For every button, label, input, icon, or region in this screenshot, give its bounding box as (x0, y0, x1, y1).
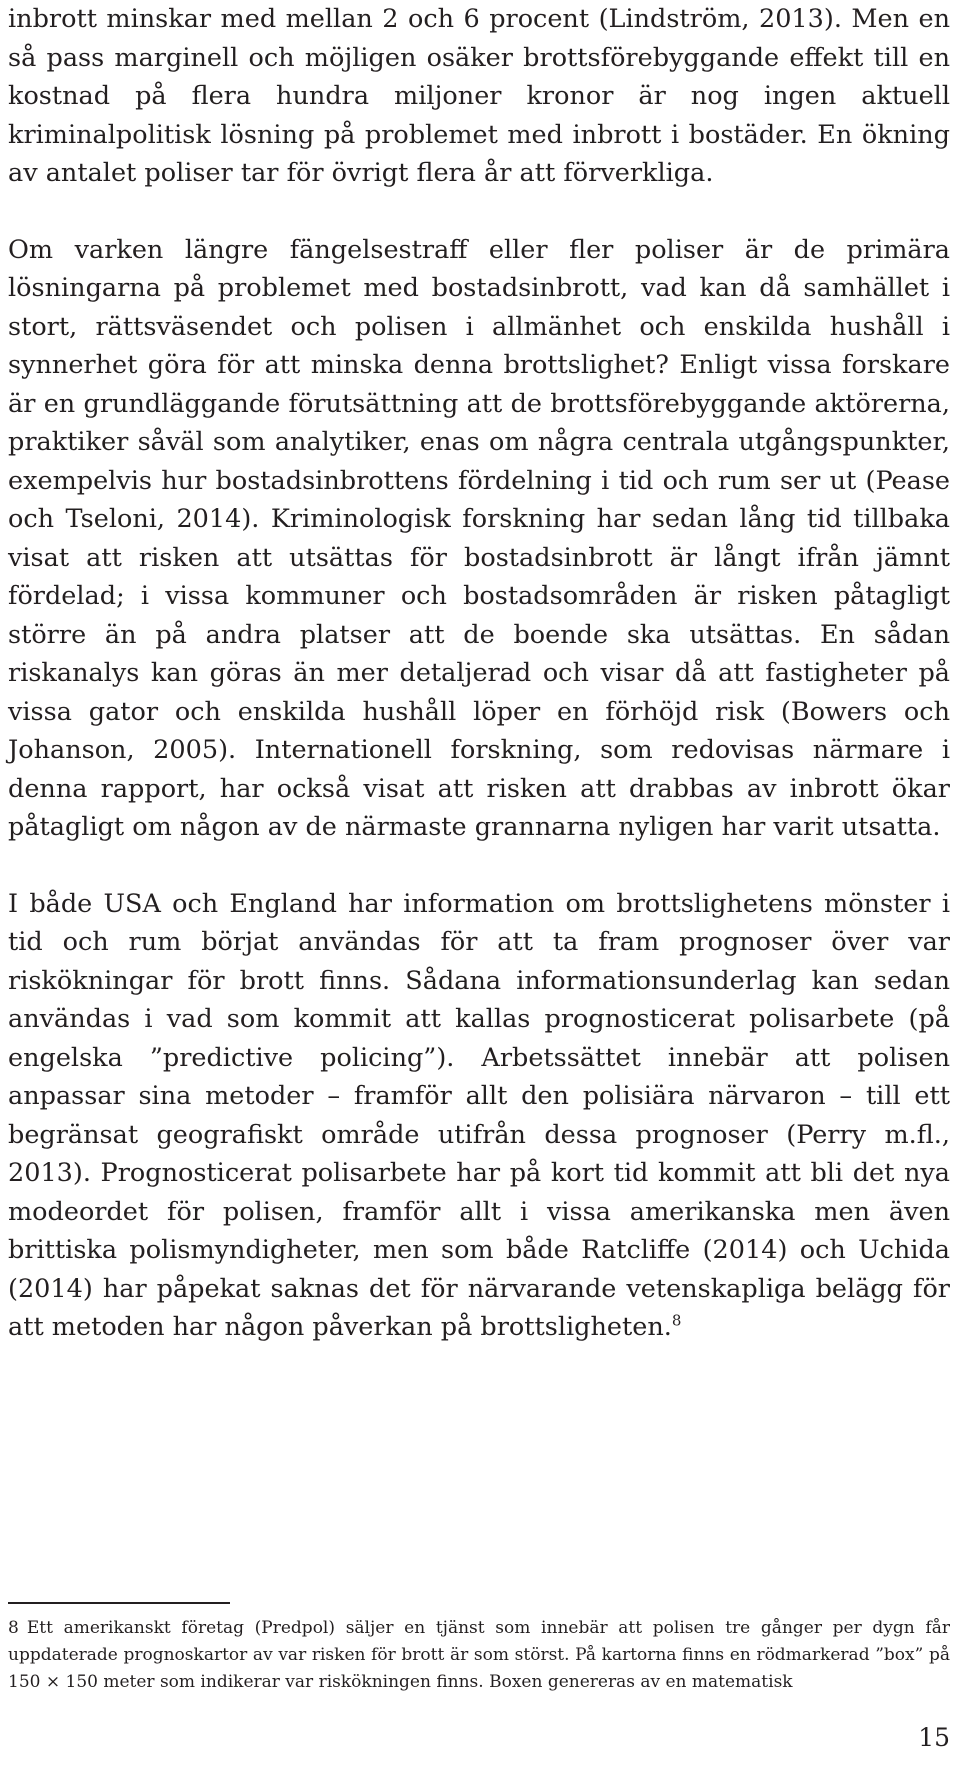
paragraph-1: inbrott minskar med mellan 2 och 6 procent (Lindström, 2013). Men en så pass marginell och möjligen osäker brottsförebyggande effekt till en kostnad på flera hundra miljoner kronor är nog ingen aktuell kriminalpolitisk lösning på problemet med inbrott i bostäder. En ökning av antalet poliser tar för övrigt flera år att förverkliga. (8, 4, 950, 188)
paragraph-3 (8, 885, 950, 1347)
footnote-reference[interactable]: 8 (671, 1311, 682, 1330)
footnote-divider (8, 1602, 230, 1604)
footnote-number: 8 (8, 1618, 19, 1638)
paragraph-3-text: I både USA och England har information om brottslighetens mönster i tid och rum börjat användas för att ta fram prognoser över var riskökningar för brott finns. Sådana informationsunderlag kan sedan användas i vad som kommit att kallas prognosticerat polisarbete (på engelska ”predictive policing”). Arbetssättet innebär att polisen anpassar sina metoder – framför allt den polisiära närvaron – till ett begränsat geografiskt område utifrån dessa prognoser (Perry m.fl., 2013). Prognosticerat polisarbete har på kort tid kommit att bli det nya modeordet för polisen, framför allt i vissa amerikanska men även brittiska polismyndigheter, men som både Ratcliffe (2014) och Uchida (2014) har påpekat saknas det för närvarande vetenskapliga belägg för att metoden har någon påverkan på brottsligheten. (8, 888, 950, 1342)
paragraph-2: Om varken längre fängelsestraff eller fler poliser är de primära lösningarna på problemet med bostadsinbrott, vad kan då samhället i stort, rättsväsendet och polisen i allmänhet och enskilda hushåll i synnerhet göra för att minska denna brottslighet? Enligt vissa forskare är en grundläggande förutsättning att de brottsförebyggande aktörerna, praktiker såväl som analytiker, enas om några centrala utgångspunkter, exempelvis hur bostadsinbrottens fördelning i tid och rum ser ut (Pease och Tseloni, 2014). Kriminologisk forskning har sedan lång tid tillbaka visat att risken att utsättas för bostadsinbrott är långt ifrån jämnt fördelad; i vissa kommuner och bostadsområden är risken påtagligt större än på andra platser att de boende ska utsättas. En sådan riskanalys kan göras än mer detaljerad och visar då att fastigheter på vissa gator och enskilda hushåll löper en förhöjd risk (Bowers och Johanson, 2005). Internationell forskning, som redovisas närmare i denna rapport, har också visat att risken att drabbas av inbrott ökar påtagligt om någon av de närmaste grannarna nyligen har varit utsatta. (8, 234, 950, 842)
page-number: 15 (918, 1723, 950, 1752)
footnote-text: Ett amerikanskt företag (Predpol) säljer en tjänst som innebär att polisen tre gånger per dygn får uppdaterade prognoskartor av var risken för brott är som störst. På kartorna finns en rödmarkerad ”box” på 150 × 150 meter som indikerar var riskökningen finns. Boxen genereras av en matematisk (8, 1618, 950, 1692)
footnote (8, 1615, 950, 1696)
body-text (8, 0, 950, 1347)
